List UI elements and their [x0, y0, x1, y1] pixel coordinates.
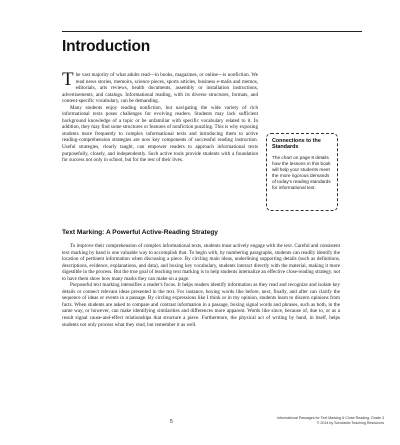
intro-paragraph-1 [62, 69, 258, 105]
standards-sidebar [266, 133, 338, 211]
credit-title: Informational Passages for Text Marking & Close Reading: Grade 3 [276, 416, 384, 420]
drop-cap: T [62, 69, 74, 90]
section-paragraph-2: Purposeful text marking intensifies a reader's focus. It helps readers identify information as they read and recognize and isolate key details or connect relevant ideas presented in the text. For instance, boxing words like before, next, finally, and after can clarify the sequence of ideas or events in a passage. By circling expressions like I think or in my opinion, students learn to discern opinions from facts. When students are asked to compare and contrast information in a passage, boxing signal words and phrases, such as both, in the same way, or however, can make identifying similarities and differences more apparent. Words like since, because of, due to, or as a result signal cause-and-effect relationships that structure a piece. Furthermore, the physical act of writing by hand, in itself, helps students not only process what they read, but remember it as well. [62, 282, 340, 328]
intro-paragraph-2: Many students enjoy reading nonfiction, but navigating the wide variety of rich informational texts poses challenges for evolving readers. Students may lack sufficient background knowledge of a topic or be unfamiliar with specific vocabulary related to it. In addition, they may find some structures or features of nonfiction puzzling. This is why exposing students more frequently to complex informational texts and introducing them to active reading-comprehension strategies are now key components of successful reading instruction. Useful strategies, clearly taught, can empower readers to approach informational texts purposefully, closely, and independently. Such active tools provide students with a foundation for success not only in school, but for the rest of their lives. [62, 104, 258, 164]
footer-credit [244, 416, 384, 425]
sidebar-title: Connections to the Standards [272, 138, 321, 151]
section-heading: Text Marking: A Powerful Active-Reading Strategy [62, 229, 218, 236]
header-rule [62, 31, 362, 32]
intro-paragraph-1-text: he vast majority of what adults read—in books, magazines, or online—is nonfiction. We read news stories, memoirs, science pieces, sports articles, business e-mails and memos, editorials, arts reviews, health documents, assembly or installation instructions, advertisements, and catalogs. Informational reading, with its diverse structures, formats, and content-specific vocabulary, can be demanding. [62, 72, 258, 105]
sidebar-text: The chart on page 8 details how the lessons in this book will help your students meet the more rigorous demands of today's reading standards for informational text. [272, 154, 331, 191]
page-title: Introduction [62, 38, 150, 55]
section-paragraph-1: To improve their comprehension of complex informational texts, students must actively engage with the text. Careful and consistent text marking by hand is one valuable way to accomplish that. To begin with, by numbering paragraphs, students can readily identify the location of pertinent information when discussing a piece. By circling main ideas, underlining supporting details (such as definitions, descriptions, evidence, explanations, and data), and boxing key vocabulary, students interact directly with the material, making it more digestible in the process. But the true goal of teaching text marking is to help students internalize an effective close-reading strategy, not to have them show how many marks they can make on a page. [62, 243, 340, 282]
page-number: 5 [170, 419, 173, 425]
credit-copyright: © 2014 by Scholastic Teaching Resources [316, 420, 384, 425]
intro-text [62, 69, 258, 164]
section-body [62, 243, 340, 328]
